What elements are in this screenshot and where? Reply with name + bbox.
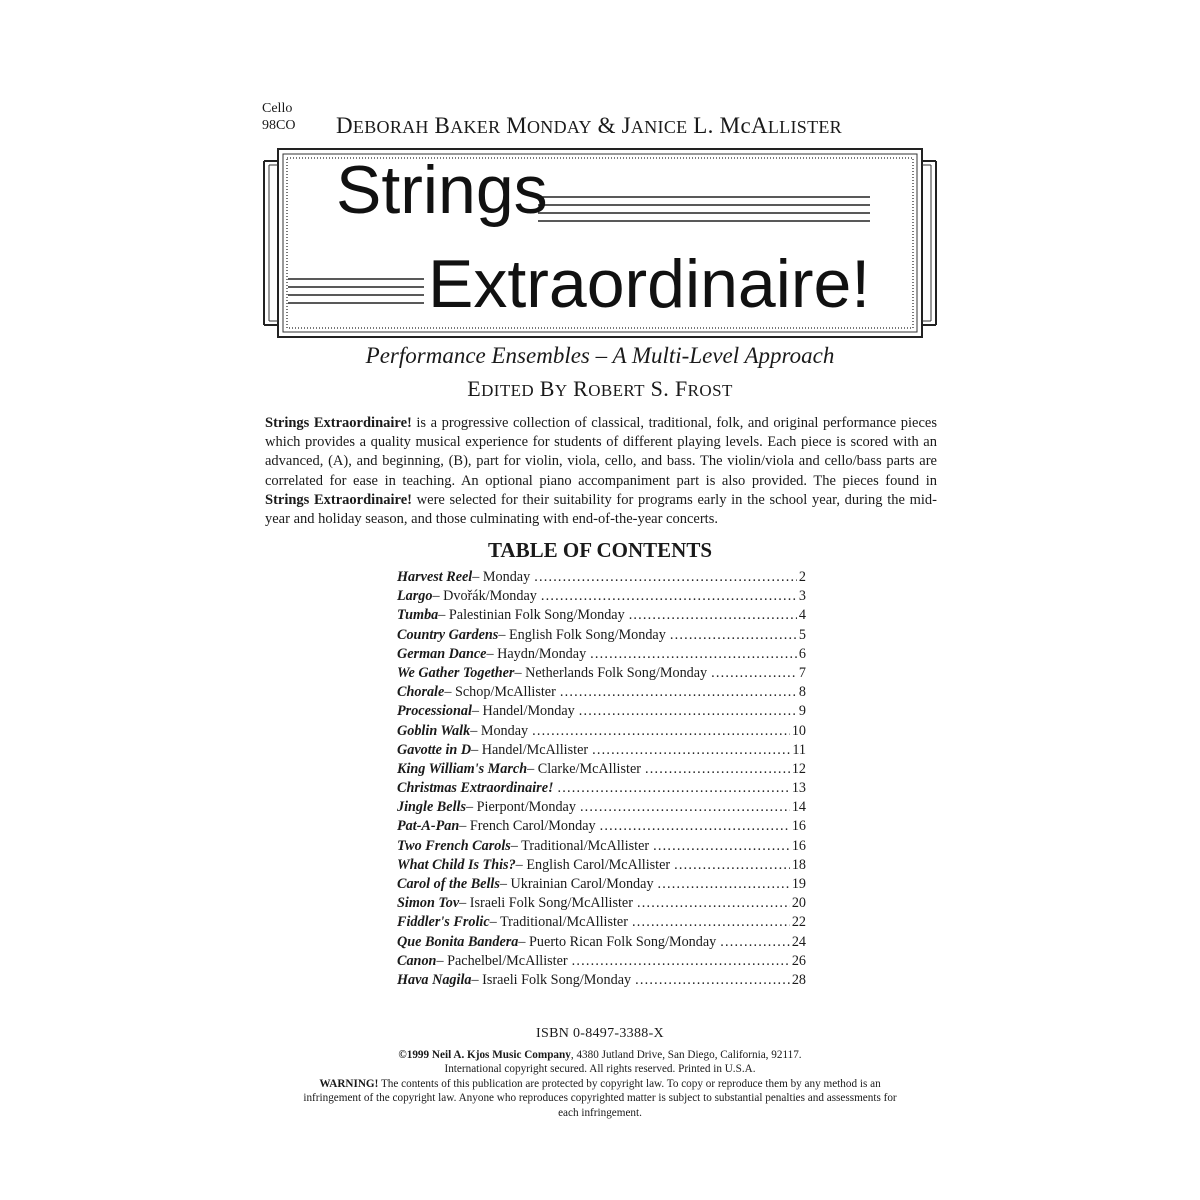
toc-leader-dots: [534, 568, 797, 587]
toc-entry-title: We Gather Together: [397, 664, 515, 681]
toc-entry-title: Jingle Bells: [397, 799, 466, 816]
toc-entry: [397, 587, 806, 606]
toc-leader-dots: [658, 875, 790, 894]
toc-entry-title: Pat-A-Pan: [397, 818, 460, 835]
toc-entry-page: 14: [791, 799, 806, 816]
toc-leader-dots: [645, 760, 790, 779]
toc-entry-page: 22: [791, 914, 806, 931]
editor-text: OBERT: [588, 381, 645, 400]
intro-text-end: were selected for their suitability for programs early in the school year, during the mid-year and holiday season, and those culminating with end-of-the-year concerts.: [265, 491, 938, 528]
editor-initial: S. F: [650, 376, 688, 401]
legal-notice: [300, 1048, 900, 1120]
toc-entry-page: 24: [791, 933, 806, 950]
toc-entry-page: 12: [791, 760, 806, 777]
author-text: LLISTER: [767, 117, 842, 137]
warning-label: WARNING!: [319, 1077, 379, 1090]
toc-entry-page: 20: [791, 895, 806, 912]
toc-entry: [397, 702, 806, 721]
editor-initial: E: [467, 376, 482, 401]
toc-entry-title: Chorale: [397, 684, 445, 701]
toc-entry: [397, 798, 806, 817]
toc-entry-title: Two French Carols: [397, 837, 511, 854]
toc-entry-title: Simon Tov: [397, 895, 460, 912]
toc-entry-page: 9: [798, 703, 806, 720]
toc-leader-dots: [560, 683, 797, 702]
toc-entry: [397, 933, 806, 952]
author-text: AKER: [450, 117, 501, 137]
toc-entry-page: 8: [798, 684, 806, 701]
author-initial: M: [506, 113, 527, 138]
table-of-contents: [397, 568, 806, 990]
toc-leader-dots: [590, 645, 797, 664]
authors-line: [336, 113, 842, 139]
toc-leader-dots: [579, 702, 797, 721]
toc-entry: [397, 894, 806, 913]
toc-entry-title: Gavotte in D: [397, 741, 472, 758]
author-text: EBORAH: [352, 117, 429, 137]
toc-leader-dots: [532, 722, 790, 741]
toc-entry-credit: – Traditional/McAllister: [489, 914, 628, 931]
toc-entry-title: King William's March: [397, 760, 528, 777]
author-text: ANICE: [630, 117, 688, 137]
copyright-holder: ©1999 Neil A. Kjos Music Company: [398, 1049, 571, 1061]
toc-entry: [397, 568, 806, 587]
toc-entry-credit: – Israeli Folk Song/Monday: [471, 971, 632, 988]
toc-entry-credit: – Dvořák/Monday: [432, 588, 537, 605]
toc-leader-dots: [637, 894, 790, 913]
toc-entry-title: Tumba: [397, 607, 439, 624]
toc-leader-dots: [592, 741, 790, 760]
toc-entry: [397, 626, 806, 645]
toc-leader-dots: [711, 664, 797, 683]
toc-entry: [397, 856, 806, 875]
ampersand: &: [597, 113, 616, 138]
toc-leader-dots: [541, 587, 797, 606]
toc-entry-title: Carol of the Bells: [397, 876, 500, 892]
toc-entry-page: 3: [798, 588, 806, 605]
editor-text: DITED: [481, 381, 535, 400]
toc-entry-title: Christmas Extraordinaire!: [397, 780, 554, 797]
author-initial: L. M: [693, 113, 741, 138]
toc-entry-page: 16: [791, 818, 806, 835]
toc-entry-page: 18: [791, 856, 806, 873]
toc-entry-credit: – Haydn/Monday: [486, 645, 587, 662]
toc-entry-title: Largo: [397, 588, 433, 605]
toc-entry: [397, 779, 806, 798]
toc-entry-title: Harvest Reel: [397, 569, 473, 585]
warning-body: The contents of this publication are protected by copyright law. To copy or reproduce them by any method is an infringement of the copyright law. Anyone who reproduces copyrighted matter is subject to substantial penalties and assessments for each infringement.: [303, 1077, 897, 1119]
toc-leader-dots: [558, 779, 790, 798]
editor-initial: B: [539, 376, 555, 401]
toc-entry: [397, 913, 806, 932]
toc-entry-credit: – Traditional/McAllister: [510, 837, 650, 854]
toc-entry-credit: – French Carol/Monday: [459, 818, 596, 835]
subtitle: Performance Ensembles – A Multi-Level Approach: [365, 343, 835, 368]
toc-entry: [397, 971, 806, 990]
toc-entry-title: Country Gardens: [397, 626, 499, 643]
toc-entry: [397, 683, 806, 702]
title-extraordinaire: Extraordinaire!: [428, 246, 871, 322]
toc-entry-credit: – Ukrainian Carol/Monday: [499, 876, 654, 892]
toc-entry-credit: – English Carol/McAllister: [515, 856, 671, 873]
toc-entry-credit: – Monday: [470, 722, 529, 739]
toc-leader-dots: [632, 913, 790, 932]
toc-entry-credit: – Israeli Folk Song/McAllister: [459, 895, 633, 912]
toc-entry-credit: – Palestinian Folk Song/Monday: [438, 607, 625, 624]
toc-entry-title: Que Bonita Bandera: [397, 933, 519, 950]
toc-entry-page: 13: [791, 780, 806, 797]
editor-initial: R: [573, 376, 589, 401]
toc-entry: [397, 645, 806, 664]
toc-entry-credit: – Monday: [472, 569, 531, 585]
toc-leader-dots: [670, 626, 797, 645]
toc-entry-credit: – English Folk Song/Monday: [498, 626, 666, 643]
toc-entry-title: Hava Nagila: [397, 971, 472, 988]
toc-entry-title: Canon: [397, 952, 437, 969]
toc-leader-dots: [635, 971, 790, 990]
toc-entry-page: 11: [792, 741, 806, 758]
toc-leader-dots: [674, 856, 790, 875]
author-text: ONDAY: [526, 117, 592, 137]
toc-entry-page: 7: [798, 664, 806, 681]
toc-entry: [397, 606, 806, 625]
toc-entry-page: 10: [791, 722, 806, 739]
toc-entry-page: 6: [798, 645, 806, 662]
toc-entry-title: Processional: [397, 703, 472, 720]
author-initial: c: [740, 113, 751, 138]
toc-entry-credit: – Handel/McAllister: [471, 741, 589, 758]
rights-line: International copyright secured. All rights reserved. Printed in U.S.A.: [444, 1063, 756, 1076]
toc-entry-credit: – Puerto Rican Folk Song/Monday: [518, 933, 717, 950]
toc-leader-dots: [653, 837, 790, 856]
toc-entry-page: 16: [791, 837, 806, 854]
toc-leader-dots: [600, 817, 790, 836]
toc-entry: [397, 722, 806, 741]
toc-entry-title: Goblin Walk: [397, 722, 471, 739]
toc-entry-page: 28: [791, 971, 806, 988]
author-initial: B: [434, 113, 451, 138]
toc-leader-dots: [629, 606, 797, 625]
toc-entry-page: 2: [798, 569, 806, 585]
toc-entry: [397, 760, 806, 779]
catalog-number: 98CO: [262, 118, 296, 133]
toc-entry-credit: – Pachelbel/McAllister: [436, 952, 568, 969]
toc-leader-dots: [720, 933, 790, 952]
toc-heading: TABLE OF CONTENTS: [487, 538, 713, 562]
toc-entry: [397, 817, 806, 836]
intro-paragraph: [265, 414, 937, 529]
instrument-name: Cello: [262, 101, 293, 116]
toc-entry: [397, 741, 806, 760]
toc-entry: [397, 952, 806, 971]
toc-entry-page: 26: [791, 952, 806, 969]
intro-title: Strings Extraordinaire!: [265, 415, 412, 431]
toc-entry: [397, 837, 806, 856]
intro-text: is a progressive collection of classical, traditional, folk, and original performance pieces which provides a quality musical experience for students of different playing levels. Each piece is scored with an advanced, (A), and beginning, (B), part for violin, viola, cello, and bass. The violin/viola and cello/bass parts are correlated for ease in teaching. An optional piano accompaniment part is also provided. The pieces found in: [265, 415, 937, 489]
instrument-label: [262, 100, 295, 134]
intro-title-inline: Strings Extraordinaire!: [265, 491, 412, 508]
toc-entry-credit: – Schop/McAllister: [444, 684, 556, 701]
editor-text: ROST: [687, 381, 733, 400]
author-initial: J: [621, 113, 631, 138]
warning-text: [300, 1077, 900, 1120]
toc-entry-title: German Dance: [397, 645, 487, 662]
toc-entry-credit: – Netherlands Folk Song/Monday: [514, 664, 708, 681]
toc-entry-credit: – Handel/Monday: [471, 703, 575, 720]
title-strings: Strings: [336, 152, 548, 228]
toc-entry-credit: – Clarke/McAllister: [527, 760, 641, 777]
toc-entry-title: What Child Is This?: [397, 856, 516, 873]
toc-entry: [397, 664, 806, 683]
toc-entry-credit: – Pierpont/Monday: [465, 799, 576, 816]
toc-leader-dots: [572, 952, 790, 971]
copyright-address: , 4380 Jutland Drive, San Diego, California, 92117.: [570, 1049, 802, 1061]
toc-leader-dots: [580, 798, 790, 817]
toc-entry-page: 19: [791, 876, 806, 892]
copyright-line: [300, 1048, 900, 1062]
toc-entry-page: 5: [798, 626, 806, 643]
author-initial: D: [336, 113, 353, 138]
toc-entry: [397, 875, 806, 894]
toc-entry-title: Fiddler's Frolic: [397, 914, 490, 931]
toc-entry-page: 4: [798, 607, 806, 624]
editor-text: Y: [554, 381, 568, 400]
editor-line: [0, 376, 1200, 402]
isbn: ISBN 0-8497-3388-X: [536, 1026, 664, 1041]
author-initial: A: [750, 113, 768, 138]
